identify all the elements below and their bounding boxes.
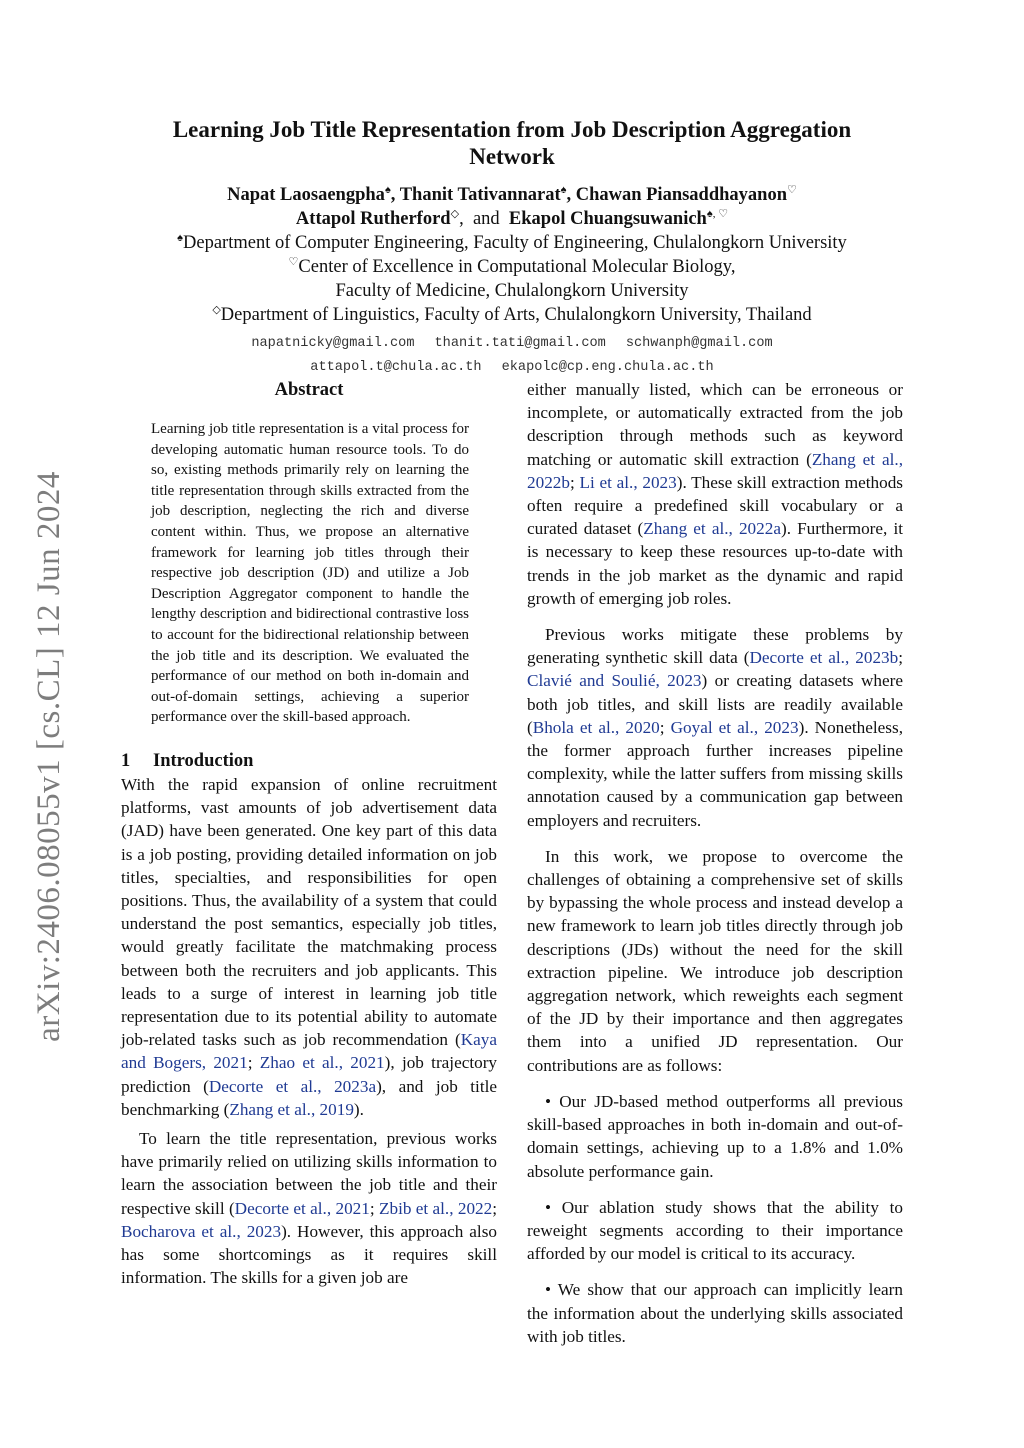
author-conjunction: and <box>472 209 500 229</box>
affiliation-text: Department of Linguistics, Faculty of Arts, Chulalongkorn University, Thailand <box>220 305 812 325</box>
contribution-bullet: • Our JD-based method outperforms all previous skill-based approaches in both in-domain and out-of-domain settings, achieving up to a 1.8% and 1.0% absolute performance gain. <box>527 1091 903 1181</box>
affiliation-mark: ♡ <box>288 256 299 268</box>
citation-link[interactable]: Li et al., 2023 <box>579 472 677 492</box>
contribution-bullet: • Our ablation study shows that the ability to reweight segments according to their importance afforded by our model is critical to its accuracy. <box>527 1197 903 1264</box>
citation-link[interactable]: Zhao et al., 2021 <box>259 1053 385 1073</box>
author-name: Napat Laosaengpha <box>227 185 385 205</box>
abstract-heading: Abstract <box>274 380 344 400</box>
citation-link[interactable]: Zhang et al., 2022a <box>643 519 781 539</box>
email-list <box>100 332 924 380</box>
title-line-2: Network <box>469 144 555 169</box>
citation-link[interactable]: Decorte et al., 2023b <box>749 648 899 668</box>
author-name: Ekapol Chuangsuwanich <box>508 209 707 229</box>
affiliation-mark: ◇ <box>212 304 221 316</box>
email-address[interactable]: thanit.tati@gmail.com <box>434 336 606 351</box>
citation-link[interactable]: Zbib et al., 2022 <box>378 1198 493 1218</box>
section-number: 1 <box>121 750 131 771</box>
citation-link[interactable]: Decorte et al., 2021 <box>234 1198 370 1218</box>
section-title: Introduction <box>153 750 254 771</box>
affiliation-line <box>100 231 924 255</box>
email-address[interactable]: napatnicky@gmail.com <box>251 336 415 351</box>
contribution-bullet: • We show that our approach can implicitly learn the information about the underlying skills associated with job titles. <box>527 1280 903 1346</box>
affiliation-mark: ♠, ♡ <box>706 208 729 220</box>
affiliation-text: Faculty of Medicine, Chulalongkorn University <box>335 281 689 301</box>
affiliation-mark: ♡ <box>787 184 797 196</box>
right-paragraph-2: Previous works mitigate these problems by generating synthetic skill data (Decorte et al., 2023b; Clavié and Soulié, 2023) or creating datasets where both job titles, and skill lists are readily available (Bhola et al., 2020; Goyal et al., 2023). Nonetheless, the former approach further increases pipeline complexity, while the latter suffers from missing skills annotation caused by a communication gap between employers and recruiters. <box>527 625 904 830</box>
affiliation-text: Center of Excellence in Computational Molecular Biology, <box>298 257 736 277</box>
affiliation-line <box>100 279 924 303</box>
citation-link[interactable]: Zhang et al., 2022b <box>527 449 904 492</box>
right-paragraph-1: either manually listed, which can be erroneous or incomplete, or automatically extracted from the job description through methods such as keyword matching or automatic skill extraction (Zhang et al., 2022b; Li et al., 2023). These skill extraction methods often require a predefined skill vocabulary or a curated dataset (Zhang et al., 2022a). Furthermore, it is necessary to keep these resources up-to-date with trends in the job market as the dynamic and rapid growth of emerging job roles. <box>527 380 904 608</box>
citation-link[interactable]: Decorte et al., 2023a <box>208 1076 377 1096</box>
email-line <box>100 356 924 380</box>
email-address[interactable]: ekapolc@cp.eng.chula.ac.th <box>501 360 714 375</box>
arxiv-identifier-text: arXiv:2406.08055v1 [cs.CL] 12 Jun 2024 <box>30 470 67 1042</box>
author-line-1: Napat Laosaengpha♠, Thanit Tativannarat♠, Chawan Piansaddhayanon♡ <box>227 184 797 205</box>
citation-link[interactable]: Goyal et al., 2023 <box>670 717 799 737</box>
left-column <box>121 378 497 1289</box>
affiliation-mark: ♠ <box>384 184 391 196</box>
title-line-1: Learning Job Title Representation from Job Description Aggregation <box>172 117 852 142</box>
email-address[interactable]: attapol.t@chula.ac.th <box>310 360 482 375</box>
email-address[interactable]: schwanph@gmail.com <box>625 336 773 351</box>
intro-paragraph-2: To learn the title representation, previous works have primarily relied on utilizing skills information to learn the association between the job title and their respective skill (Decorte et al., 2021; Zbib et al., 2022; Bocharova et al., 2023). However, this approach also has some shortcomings as it requires skill information. The skills for a given job are <box>121 1128 498 1288</box>
affiliation-mark: ◇ <box>450 208 460 220</box>
intro-paragraph-1: With the rapid expansion of online recruitment platforms, vast amounts of job advertisement data (JAD) have been generated. One key part of this data is a job posting, providing detailed information on job titles, specialties, and responsibilities for open positions. Thus, the availability of a system that could understand the post semantics, especially job titles, would greatly facilitate the matchmaking process between both the recruiters and job applicants. This leads to a surge of interest in learning job title representation due to its potential ability to automate job-related tasks such as job recommendation (Kaya and Bogers, 2021; Zhao et al., 2021), job trajectory prediction (Decorte et al., 2023a), and job title benchmarking (Zhang et al., 2019). <box>121 774 498 1119</box>
affiliation-text: Department of Computer Engineering, Faculty of Engineering, Chulalongkorn University <box>183 233 847 253</box>
paper-title <box>120 116 904 170</box>
author-name: Thanit Tativannarat <box>399 185 561 205</box>
arxiv-identifier <box>20 456 78 1056</box>
citation-link[interactable]: Kaya and Bogers, 2021 <box>121 1030 497 1073</box>
email-line <box>100 332 924 356</box>
right-paragraph-3: In this work, we propose to overcome the challenges of obtaining a comprehensive set of skills by bypassing the whole process and instead develop a new framework to learn job titles directly through job descriptions (JDs) without the need for the skill extraction pipeline. We introduce job description aggregation network, which reweights each segment of the JD by their importance and then aggregates them into a unified JD representation. Our contributions are as follows: <box>527 846 903 1075</box>
section-heading <box>121 749 497 773</box>
author-list <box>100 183 924 231</box>
affiliation-list <box>100 231 924 327</box>
affiliation-mark: ♠ <box>560 184 567 196</box>
affiliation-mark: ♠ <box>177 232 184 244</box>
author-line-2: Attapol Rutherford◇, and Ekapol Chuangsuwanich♠, ♡ <box>295 208 729 229</box>
citation-link[interactable]: Bhola et al., 2020 <box>532 717 660 737</box>
abstract-text: Learning job title representation is a vital process for developing automatic human resource tools. To do so, existing methods primarily rely on learning the title representation through skills extracted from the job description, neglecting the rich and diverse content within. Thus, we propose an alternative framework for learning job titles through their respective job description (JD) and utilize a Job Description Aggregator component to handle the lengthy description and bidirectional contrastive loss to account for the bidirectional relationship between the job title and its description. We evaluated the performance of our method on both in-domain and out-of-domain settings, achieving a superior performance over the skill-based approach. <box>151 421 469 726</box>
affiliation-line <box>100 255 924 279</box>
citation-link[interactable]: Zhang et al., 2019 <box>229 1099 354 1119</box>
citation-link[interactable]: Bocharova et al., 2023 <box>121 1221 282 1241</box>
right-column <box>527 378 903 1348</box>
citation-link[interactable]: Clavié and Soulié, 2023 <box>527 671 702 691</box>
author-name: Chawan Piansaddhayanon <box>575 185 787 205</box>
author-name: Attapol Rutherford <box>295 209 451 229</box>
affiliation-line <box>100 303 924 327</box>
